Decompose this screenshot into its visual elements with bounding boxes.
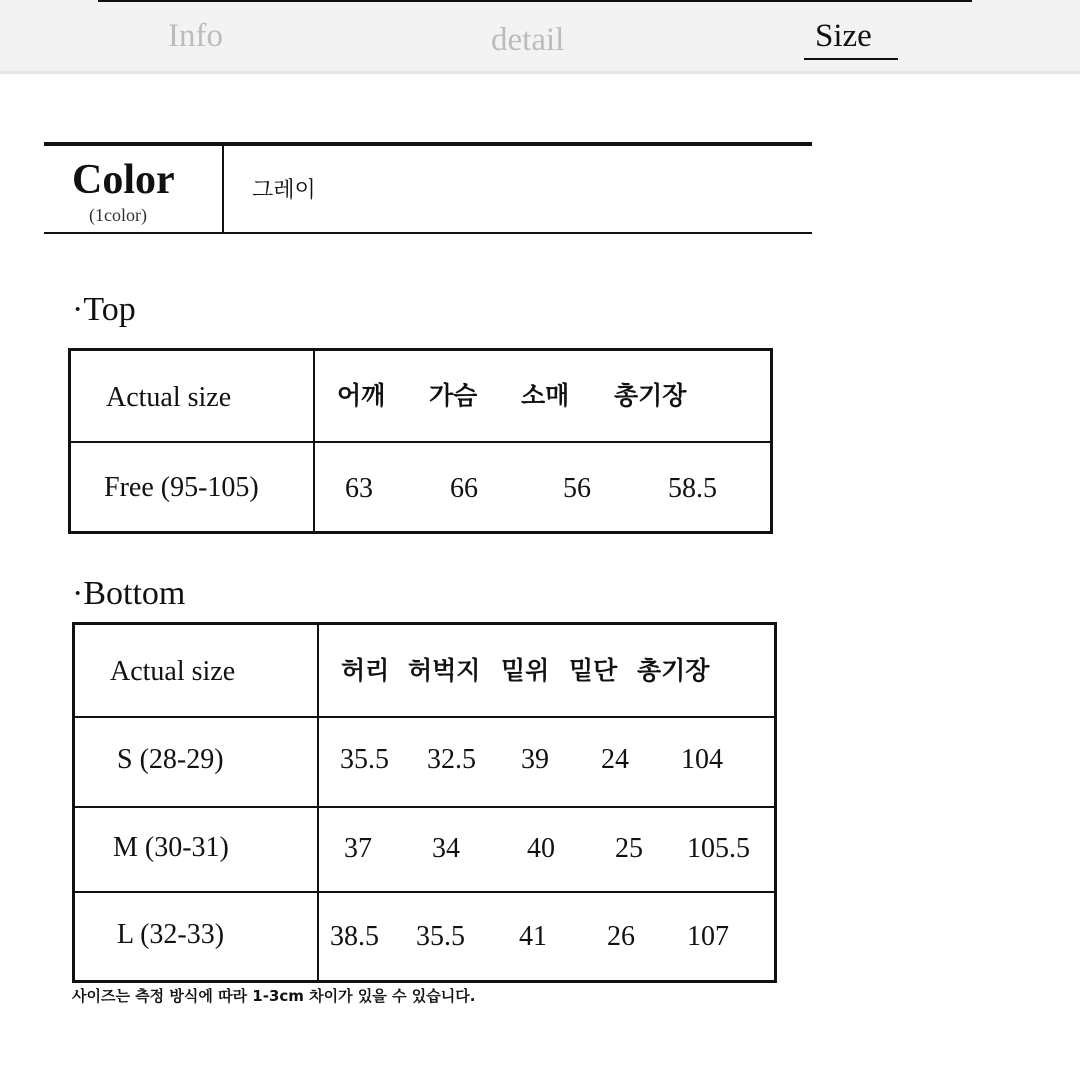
tab-bar: [0, 0, 1080, 74]
color-divider: [222, 146, 224, 234]
color-count: (1color): [89, 205, 147, 225]
bottom-row-value: 107: [687, 921, 729, 952]
top-header-label: Actual size: [106, 382, 232, 413]
bottom-row-size: S (28-29): [117, 744, 224, 775]
bottom-row-value: 41: [519, 921, 547, 952]
top-row-value: 66: [450, 473, 478, 504]
bottom-row-size: M (30-31): [113, 832, 229, 863]
size-footnote: 사이즈는 측정 방식에 따라 1-3cm 차이가 있을 수 있습니다.: [72, 987, 476, 1005]
bottom-row-value: 40: [527, 833, 555, 864]
bottom-row-value: 105.5: [687, 833, 750, 864]
table-row-divider: [75, 806, 774, 808]
bottom-row-value: 38.5: [330, 921, 379, 952]
table-row-divider: [71, 441, 770, 443]
bottom-row-size: L (32-33): [117, 919, 225, 950]
bottom-row-value: 104: [681, 744, 723, 775]
bottom-section-title: ·Bottom: [72, 575, 186, 612]
color-section: [44, 142, 812, 234]
top-row-value: 63: [345, 473, 373, 504]
bottom-row-value: 25: [615, 833, 643, 864]
color-value: 그레이: [252, 178, 316, 203]
bottom-row-value: 37: [344, 833, 372, 864]
bottom-col-header: 밑단: [569, 656, 618, 685]
tab-size[interactable]: Size: [815, 18, 872, 54]
top-col-header: 어깨: [337, 381, 386, 410]
color-title: Color: [72, 157, 175, 203]
bottom-row-value: 35.5: [416, 921, 465, 952]
table-column-divider: [317, 625, 319, 980]
bottom-col-header: 허리: [341, 656, 390, 685]
bottom-col-header: 허벅지: [408, 656, 481, 685]
bottom-row-value: 39: [521, 744, 549, 775]
bottom-row-value: 34: [432, 833, 460, 864]
active-tab-indicator: [804, 58, 898, 60]
top-col-header: 소매: [521, 381, 570, 410]
bottom-col-header: 밑위: [501, 656, 550, 685]
tab-detail[interactable]: detail: [491, 22, 565, 58]
bottom-size-table: [72, 622, 777, 983]
top-row-size: Free (95-105): [104, 472, 259, 503]
bottom-row-value: 35.5: [340, 744, 389, 775]
top-col-header: 가슴: [429, 381, 478, 410]
tab-info[interactable]: Info: [168, 18, 223, 54]
tab-bar-top-line: [98, 0, 972, 2]
top-row-value: 58.5: [668, 473, 717, 504]
table-row-divider: [75, 891, 774, 893]
top-row-value: 56: [563, 473, 591, 504]
bottom-row-value: 26: [607, 921, 635, 952]
top-size-table: [68, 348, 773, 534]
top-col-header: 총기장: [614, 381, 687, 410]
table-row-divider: [75, 716, 774, 718]
bottom-col-header: 총기장: [637, 656, 710, 685]
bottom-row-value: 32.5: [427, 744, 476, 775]
bottom-row-value: 24: [601, 744, 629, 775]
bottom-header-label: Actual size: [110, 656, 236, 687]
top-section-title: ·Top: [72, 291, 136, 328]
